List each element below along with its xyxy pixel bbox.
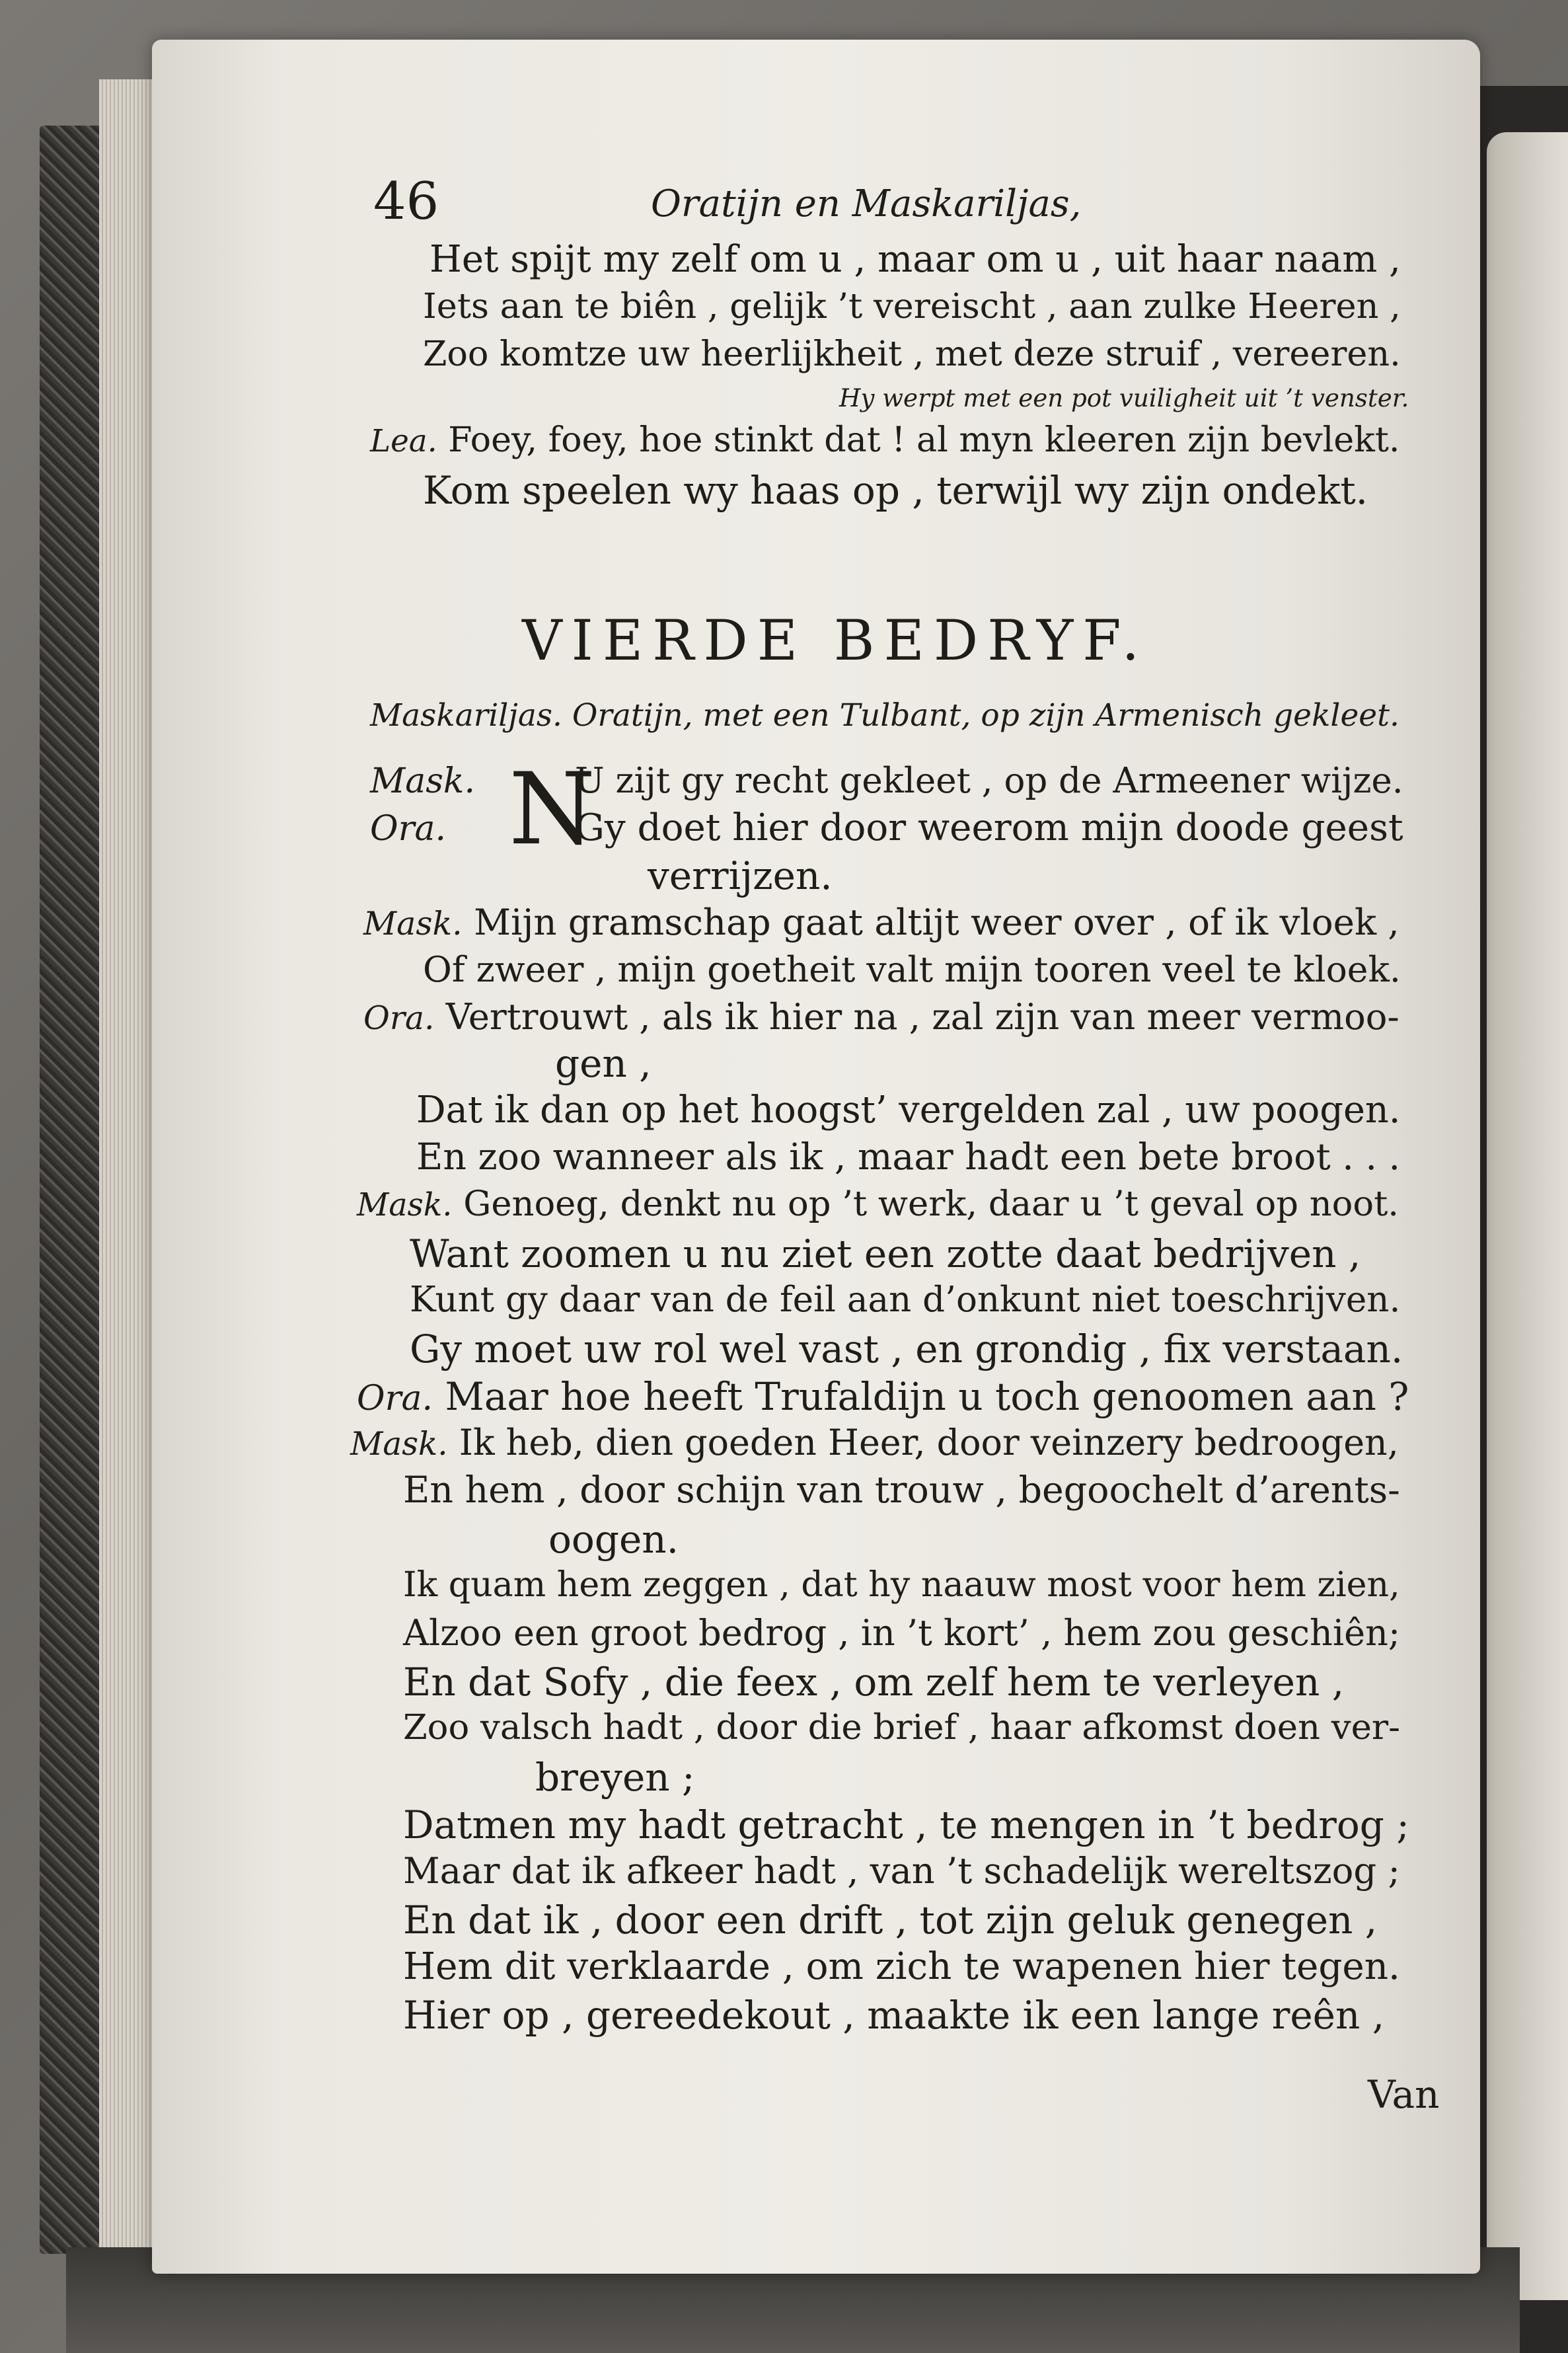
speech-line: [357, 1374, 1409, 1419]
verse-line: Zoo valsch hadt , door die brief , haar afkomst doen ver-: [403, 1707, 1400, 1748]
verse-line: En hem , door schijn van trouw , begoochelt d’arents-: [403, 1469, 1400, 1512]
speaker-label: Ora.: [357, 1379, 433, 1418]
drop-capital: N: [509, 752, 596, 867]
verse-line: Ik quam hem zeggen , dat hy naauw most voor hem zien,: [403, 1565, 1400, 1605]
speaker-label: Mask.: [357, 1187, 453, 1223]
speaker-label: Ora.: [370, 809, 447, 849]
speech-line: [370, 808, 447, 849]
speaker-label: Mask.: [363, 905, 463, 943]
verse-line: oogen.: [548, 1517, 679, 1562]
speech-line: [350, 1422, 1399, 1463]
verse-line: verrijzen.: [648, 853, 833, 898]
page-text: [152, 40, 1480, 2274]
verse-line: Iets aan te biên , gelijk ’t vereischt , aan zulke Heeren ,: [423, 286, 1401, 327]
facing-page-edge: [1487, 132, 1568, 2300]
speech-text: Maar hoe heeft Trufaldijn u toch genoomen aan ?: [445, 1374, 1409, 1419]
verse-line: En dat ik , door een drift , tot zijn geluk genegen ,: [403, 1898, 1378, 1943]
verse-line: Kunt gy daar van de feil aan d’onkunt niet toeschrijven.: [410, 1279, 1401, 1320]
verse-line: Hem dit verklaarde , om zich te wapenen hier tegen.: [403, 1945, 1400, 1988]
speech-text: Mijn gramschap gaat altijt weer over , of ik vloek ,: [474, 901, 1400, 943]
act-heading: VIERDE BEDRYF.: [522, 608, 1149, 673]
verse-line: U zijt gy recht gekleet , op de Armeener wijze.: [575, 760, 1403, 801]
speech-text: Foey, foey, hoe stinkt dat ! al myn kleeren zijn bevlekt.: [448, 420, 1400, 460]
verse-line: Kom speelen wy haas op , terwijl wy zijn ondekt.: [423, 468, 1368, 513]
speech-line: [370, 420, 1400, 460]
verse-line: En zoo wanneer als ik , maar hadt een bete broot . . .: [416, 1136, 1401, 1178]
cast-list: Maskariljas. Oratijn, met een Tulbant, op zijn Armenisch gekleet.: [370, 697, 1400, 734]
stage-direction: Hy werpt met een pot vuiligheit uit ’t venster.: [839, 383, 1409, 412]
verse-line: Want zoomen u nu ziet een zotte daat bedrijven ,: [410, 1231, 1361, 1276]
speech-line: [363, 996, 1400, 1038]
verse-line: gen ,: [555, 1041, 652, 1086]
verse-line: Of zweer , mijn goetheit valt mijn tooren veel te kloek.: [423, 948, 1401, 990]
verse-line: Maar dat ik afkeer hadt , van ’t schadelijk wereltszog ;: [403, 1850, 1400, 1892]
verse-line: Hier op , gereedekout , maakte ik een lange reên ,: [403, 1993, 1385, 2038]
speaker-label: Mask.: [350, 1426, 448, 1463]
verse-line: Gy doet hier door weerom mijn doode geest: [575, 806, 1403, 849]
speech-line: [363, 901, 1400, 943]
book-page: [152, 40, 1480, 2274]
verse-line: Datmen my hadt getracht , te mengen in ’t bedrog ;: [403, 1802, 1409, 1847]
verse-line: Gy moet uw rol wel vast , en grondig , fix verstaan.: [410, 1327, 1403, 1371]
speech-text: Ik heb, dien goeden Heer, door veinzery bedroogen,: [459, 1422, 1399, 1463]
verse-line: breyen ;: [535, 1755, 695, 1800]
speaker-label: Ora.: [363, 1000, 435, 1037]
speaker-label: Lea.: [370, 424, 437, 459]
verse-line: Het spijt my zelf om u , maar om u , uit haar naam ,: [429, 238, 1401, 281]
verse-line: Alzoo een groot bedrog , in ’t kort’ , hem zou geschiên;: [403, 1612, 1401, 1654]
verse-line: Dat ik dan op het hoogst’ vergelden zal , uw poogen.: [416, 1089, 1401, 1132]
running-title: Oratijn en Maskariljas,: [651, 182, 1082, 225]
speech-text: Genoeg, denkt nu op ’t werk, daar u ’t geval op noot.: [463, 1184, 1400, 1224]
verse-line: En dat Sofy , die feex , om zelf hem te verleyen ,: [403, 1660, 1345, 1705]
speech-text: Vertrouwt , als ik hier na , zal zijn van meer vermoo-: [445, 996, 1400, 1038]
speech-line: [357, 1184, 1400, 1224]
speech-line: [370, 760, 475, 801]
verse-line: Zoo komtze uw heerlijkheit , met deze struif , vereeren.: [423, 334, 1401, 374]
speaker-label: Mask.: [370, 761, 475, 801]
catchword: Van: [1368, 2072, 1440, 2117]
page-number: 46: [373, 172, 439, 231]
